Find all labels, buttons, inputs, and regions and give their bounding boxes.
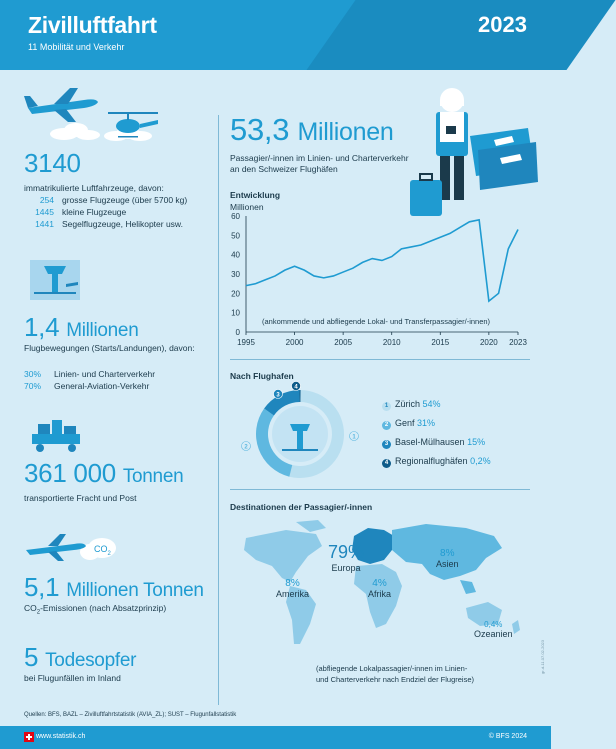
aircraft-item (24, 194, 187, 206)
movements-label: Flugbewegungen (Starts/Landungen), davon: (24, 343, 195, 353)
region-name: Ozeanien (474, 629, 513, 639)
x-tick-label: 2005 (334, 338, 353, 347)
legend-marker: 2 (382, 421, 391, 430)
aircraft-item-num: 254 (39, 195, 54, 205)
section-divider (230, 359, 530, 360)
airplane-icon (24, 88, 98, 122)
donut-marker-label: 4 (294, 384, 298, 391)
donut-marker-label: 1 (352, 434, 356, 441)
series-line (246, 220, 518, 301)
page-year: 2023 (478, 12, 527, 37)
y-tick-label: 20 (231, 289, 240, 299)
airport-legend-item (382, 437, 485, 449)
destinations-title: Destinationen der Passagier/-innen (230, 502, 373, 512)
movements-item-text: Linien- und Charterverkehr (54, 369, 156, 379)
airport-legend-item (382, 418, 435, 430)
region-name: Afrika (368, 589, 392, 599)
movements-item-num: 70% (24, 381, 42, 391)
freight-label: transportierte Fracht und Post (24, 493, 137, 503)
passengers-value: 53,3 (230, 112, 290, 147)
development-title: Entwicklung (230, 190, 281, 200)
map-label-africa (368, 578, 391, 599)
development-unit-label: Millionen (230, 202, 264, 212)
aircraft-item (24, 218, 183, 230)
fatalities-value-row (24, 642, 136, 673)
airport-legend-item (382, 456, 491, 468)
map-label-europe (328, 542, 364, 573)
x-tick-label: 2000 (285, 338, 304, 347)
page-title: Zivilluftfahrt (28, 12, 157, 38)
region-pct: 0,4% (484, 620, 503, 629)
movements-value: 1,4 (24, 312, 60, 342)
legend-marker: 1 (382, 402, 391, 411)
aircraft-item-text: kleine Flugzeuge (62, 207, 127, 217)
aircraft-label: immatrikulierte Luftfahrzeuge, davon: (24, 183, 164, 193)
tower-icon (290, 424, 310, 431)
region-name: Amerika (276, 589, 310, 599)
y-tick-label: 60 (231, 212, 240, 221)
footer-url[interactable]: www.statistik.ch (36, 733, 86, 740)
x-tick-label: 2010 (382, 338, 401, 347)
legend-pct: 15% (467, 437, 486, 447)
sources: Quellen: BFS, BAZL – Zivilluftfahrtstatistik (AVIA_ZL); SUST – Flugunfallstatistik (24, 712, 237, 718)
aircraft-item-num: 1445 (35, 207, 54, 217)
destinations-note-2: und Charterverkehr nach Endziel der Flugreise) (316, 675, 474, 684)
y-tick-label: 30 (231, 270, 240, 279)
aircraft-total: 3140 (24, 148, 81, 178)
passengers-unit: Millionen (297, 118, 394, 146)
y-tick-label: 10 (231, 308, 240, 318)
tower-ground (282, 449, 318, 451)
region-pct: 8% (440, 548, 455, 559)
fatalities-value: 5 (24, 642, 39, 672)
y-tick-label: 40 (231, 250, 240, 260)
y-tick-label: 50 (231, 231, 240, 241)
traveler-illustration (408, 86, 538, 221)
legend-name: Genf (395, 418, 415, 428)
legend-pct: 54% (422, 399, 441, 409)
aircraft-item-text: grosse Flugzeuge (über 5700 kg) (62, 195, 188, 205)
chart-code: gr-d-11.07.02-2023 (540, 640, 545, 674)
freight-unit: Tonnen (122, 466, 184, 487)
co2-value-row (24, 572, 204, 603)
passengers-label-2: an den Schweizer Flughäfen (230, 164, 338, 174)
movements-value-row (24, 312, 138, 343)
region-pct: 8% (285, 578, 300, 589)
legend-name: Basel-Mülhausen (395, 437, 465, 447)
section-divider (230, 489, 530, 490)
fatalities-label: bei Flugunfällen im Inland (24, 673, 121, 683)
map-label-america (276, 578, 309, 599)
freight-value: 361 000 (24, 458, 116, 488)
control-tower-icon (30, 260, 80, 300)
donut-marker-label: 2 (244, 444, 248, 451)
aircraft-item-num: 1441 (35, 219, 54, 229)
co2-airplane-icon (24, 530, 120, 566)
movements-unit: Millionen (66, 320, 139, 341)
development-line-chart (222, 208, 532, 353)
destinations-note-1: (abfliegende Lokalpassagier/-innen im Linien- (316, 664, 468, 673)
legend-pct: 0,2% (470, 456, 491, 466)
map-label-oceania (474, 620, 513, 639)
co2-label: $CO_2$-Emissionen (nach Absatzprinzip) (24, 603, 167, 616)
co2-cloud-label: $CO_2$ (94, 544, 111, 557)
airports-donut-chart (244, 380, 368, 490)
region-name: Asien (436, 559, 459, 569)
legend-name: Zürich (395, 399, 421, 409)
x-tick-label: 2023 (509, 338, 527, 347)
tower-icon (297, 431, 303, 449)
footer-bar (0, 726, 551, 749)
co2-value: 5,1 (24, 572, 60, 602)
region-pct: 79% (328, 542, 365, 562)
aircraft-item-text: Segelflugzeuge, Helikopter usw. (62, 219, 183, 229)
y-tick-label: 0 (235, 328, 240, 337)
passengers-label-1: Passagier/-innen im Linien- und Charterverkehr (230, 153, 409, 163)
movements-item (24, 368, 155, 380)
legend-pct: 31% (417, 418, 436, 428)
airport-legend-item (382, 399, 441, 411)
x-tick-label: 2015 (431, 338, 450, 347)
swiss-flag-icon (24, 732, 34, 742)
donut-marker-label: 3 (276, 392, 280, 399)
freight-cart-icon (26, 414, 86, 454)
legend-marker: 4 (382, 459, 391, 468)
passengers-value-row (230, 112, 393, 148)
movements-item-text: General-Aviation-Verkehr (54, 381, 150, 391)
region-pct: 4% (372, 578, 387, 589)
movements-item (24, 380, 149, 392)
footer-copyright: © BFS 2024 (488, 733, 527, 740)
aircraft-item (24, 206, 126, 218)
column-divider (218, 115, 219, 705)
legend-name: Regionalflughäfen (395, 456, 468, 466)
ticket-icon (470, 128, 538, 190)
co2-unit: Millionen Tonnen (66, 580, 204, 601)
x-tick-label: 2020 (479, 338, 498, 347)
header-shade (306, 0, 615, 70)
fatalities-unit: Todesopfer (45, 650, 137, 671)
movements-item-num: 30% (24, 369, 42, 379)
region-name: Europa (331, 563, 361, 573)
aircraft-illustration (24, 86, 164, 146)
development-note: (ankommende und abfliegende Lokal- und Transferpassagier/-innen) (262, 317, 491, 326)
map-label-asia (436, 548, 459, 569)
header-banner (0, 0, 551, 70)
legend-marker: 3 (382, 440, 391, 449)
donut-slice-4 (299, 390, 300, 402)
airports-title: Nach Flughafen (230, 371, 294, 381)
freight-value-row (24, 458, 183, 489)
page-subtitle: 11 Mobilität und Verkehr (28, 42, 125, 52)
x-tick-label: 1995 (237, 338, 255, 347)
